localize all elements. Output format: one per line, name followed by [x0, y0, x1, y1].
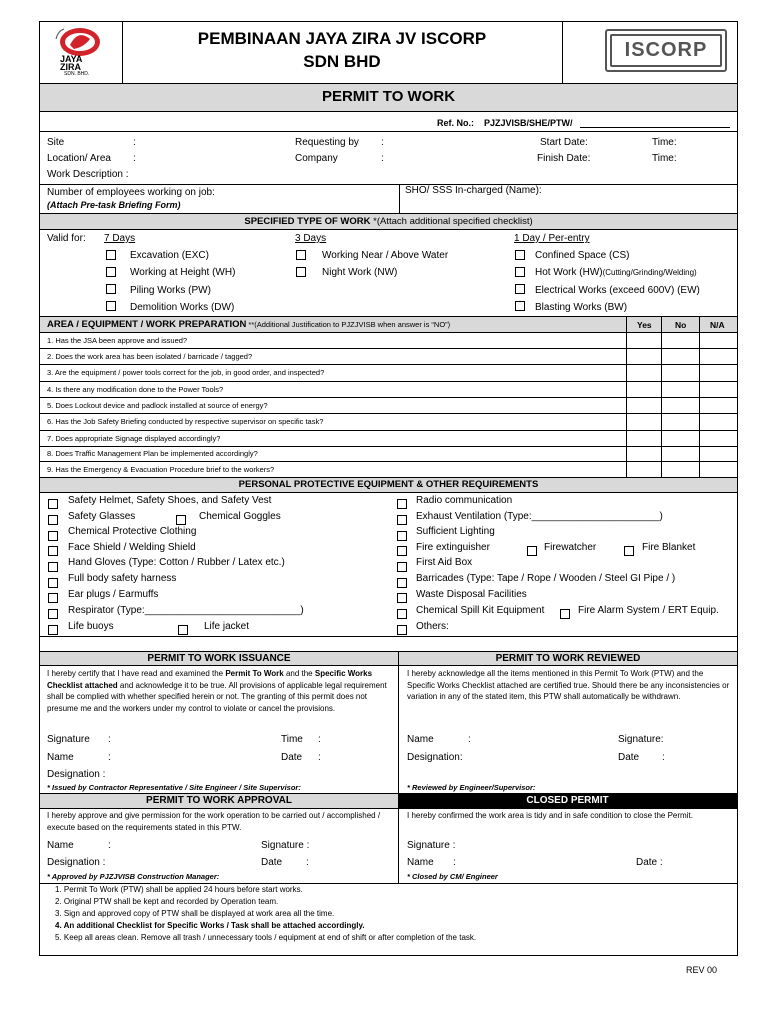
closed-paragraph: I hereby confirmed the work area is tidy and in safe condition to close the Permit. — [407, 811, 693, 820]
note-1: 1. Permit To Work (PTW) shall be applied 24 hours before start works. — [55, 885, 303, 894]
ppe-others-checkbox[interactable] — [397, 625, 407, 635]
attach-briefing-note: (Attach Pre-task Briefing Form) — [47, 200, 181, 210]
ppe-radio-label: Radio communication — [416, 495, 513, 506]
approval-paragraph: I hereby approve and give permission for the work operation to be carried out / accomplished / execute based on the requirements stated in this PTW. — [47, 811, 381, 832]
hw-label-text: Hot Work (HW) — [535, 267, 603, 278]
approval-note: * Approved by PJZJVISB Construction Manager: — [47, 872, 220, 881]
ref-label: Ref. No.: — [437, 118, 474, 128]
note-2: 2. Original PTW shall be kept and recorded by Operation team. — [55, 897, 279, 906]
q8: 8. Does Traffic Management Plan be implemented accordingly? — [47, 449, 258, 458]
site-label: Site — [47, 137, 65, 148]
approval-date-label: Date — [261, 857, 283, 868]
dw-checkbox[interactable] — [106, 301, 116, 311]
company-colon: : — [381, 153, 384, 164]
ppe-gloves-label: Hand Gloves (Type: Cotton / Rubber / Latex etc.) — [68, 557, 285, 568]
issuance-signature-colon: : — [108, 734, 111, 745]
issuance-paragraph — [47, 668, 392, 714]
q6: 6. Has the Job Safety Briefing conducted by respective supervisor on specific task? — [47, 417, 324, 426]
approval-date-colon: : — [306, 857, 309, 868]
approval-name-label: Name — [47, 840, 74, 851]
iscorp-logo — [605, 29, 727, 72]
issuance-p2-bold: Specific Works Checklist attached — [47, 669, 373, 690]
col-1-day: 1 Day / Per-entry — [514, 233, 590, 244]
ppe-lighting-label: Sufficient Lighting — [416, 526, 495, 537]
ppe-firewatcher-checkbox[interactable] — [527, 546, 537, 556]
yes-header: Yes — [637, 320, 652, 330]
ppe-earplugs-checkbox[interactable] — [48, 593, 58, 603]
ppe-others-label: Others: — [416, 621, 449, 632]
reviewed-date-label: Date — [618, 752, 640, 763]
closed-name-label: Name — [407, 857, 434, 868]
specified-work-title-bold: SPECIFIED TYPE OF WORK — [244, 216, 371, 227]
hw-checkbox[interactable] — [515, 267, 525, 277]
ppe-exhaust-checkbox[interactable] — [397, 515, 407, 525]
ppe-harness-label: Full body safety harness — [68, 573, 177, 584]
ppe-firealarm-checkbox[interactable] — [560, 609, 570, 619]
ppe-goggles-checkbox[interactable] — [176, 515, 186, 525]
ppe-lifebuoys-checkbox[interactable] — [48, 625, 58, 635]
issuance-date-label: Date — [281, 752, 303, 763]
issuance-time-colon: : — [318, 734, 321, 745]
ppe-helmet-checkbox[interactable] — [48, 499, 58, 509]
na-header: N/A — [710, 320, 725, 330]
ppe-clothing-checkbox[interactable] — [48, 531, 58, 541]
ppe-waste-label: Waste Disposal Facilities — [416, 589, 527, 600]
ppe-radio-checkbox[interactable] — [397, 499, 407, 509]
ppe-glasses-label: Safety Glasses — [68, 511, 136, 522]
issuance-time-label: Time — [281, 734, 303, 745]
logo-text-jaya: JAYA — [60, 54, 83, 64]
ppe-respirator-label: Respirator (Type:____________________________) — [68, 605, 304, 616]
company-name-line1: PEMBINAAN JAYA ZIRA JV ISCORP — [197, 29, 487, 48]
ppe-fireblanket-label: Fire Blanket — [642, 542, 696, 553]
reviewed-note: * Reviewed by Engineer/Supervisor: — [407, 783, 536, 792]
reviewed-name-colon: : — [468, 734, 471, 745]
ppe-firstaid-label: First Aid Box — [416, 557, 473, 568]
start-date-label: Start Date: — [540, 137, 588, 148]
issuance-signature-label: Signature — [47, 734, 90, 745]
bw-label: Blasting Works (BW) — [535, 302, 628, 313]
ew-checkbox[interactable] — [515, 284, 525, 294]
wh-checkbox[interactable] — [106, 267, 116, 277]
ppe-face-shield-checkbox[interactable] — [48, 546, 58, 556]
exc-label: Excavation (EXC) — [130, 250, 209, 261]
ppe-fireblanket-checkbox[interactable] — [624, 546, 634, 556]
q1: 1. Has the JSA been approve and issued? — [47, 336, 188, 345]
area-title-note: **(Additional Justification to PJZJVISB when answer is “NO”) — [246, 320, 451, 329]
ppe-lifejacket-label: Life jacket — [204, 621, 250, 632]
ppe-extinguisher-label: Fire extinguisher — [416, 542, 490, 553]
closed-date-label: Date : — [636, 857, 663, 868]
form-title: PERMIT TO WORK — [321, 88, 456, 105]
ppe-barricades-label: Barricades (Type: Tape / Rope / Wooden / Steel GI Pipe / ) — [416, 573, 676, 584]
ref-value: PJZJVISB/SHE/PTW/ — [484, 118, 573, 128]
ppe-harness-checkbox[interactable] — [48, 578, 58, 588]
ppe-barricades-checkbox[interactable] — [397, 578, 407, 588]
col-3-days: 3 Days — [295, 233, 327, 244]
nw-label: Night Work (NW) — [322, 267, 398, 278]
ppe-lifebuoys-label: Life buoys — [68, 621, 114, 632]
ppe-firewatcher-label: Firewatcher — [544, 542, 597, 553]
sho-label: SHO/ SSS In-charged (Name): — [405, 185, 542, 196]
water-checkbox[interactable] — [296, 250, 306, 260]
reviewed-designation-label: Designation: — [407, 752, 463, 763]
note-5: 5. Keep all areas clean. Remove all trash / unnecessary tools / equipment at end of shift or after completion of the task. — [55, 933, 477, 942]
reviewed-name-label: Name — [407, 734, 434, 745]
closed-name-colon: : — [453, 857, 456, 868]
ppe-waste-checkbox[interactable] — [397, 593, 407, 603]
q5: 5. Does Lockout device and padlock installed at source of energy? — [47, 401, 268, 410]
area-title — [47, 318, 450, 331]
closed-title: CLOSED PERMIT — [526, 795, 609, 806]
requesting-by-colon: : — [381, 137, 384, 148]
ppe-helmet-label: Safety Helmet, Safety Shoes, and Safety Vest — [68, 495, 272, 506]
note-3: 3. Sign and approved copy of PTW shall be displayed at work area all the time. — [55, 909, 335, 918]
location-colon: : — [133, 153, 136, 164]
jaya-zira-logo — [44, 25, 116, 79]
issuance-p3: and acknowledge it to be true. All provisions of applicable legal requirement shall be complied with whether specified herein or not. The granting of this permit does not presume me and the workers under my control to violate or cancel the provisions. — [47, 680, 387, 713]
issuance-title: PERMIT TO WORK ISSUANCE — [147, 653, 291, 664]
employees-label: Number of employees working on job: — [47, 187, 215, 198]
ppe-extinguisher-checkbox[interactable] — [397, 546, 407, 556]
closed-note: * Closed by CM/ Engineer — [407, 872, 498, 881]
col-7-days: 7 Days — [104, 233, 136, 244]
issuance-note: * Issued by Contractor Representative / Site Engineer / Site Supervisor: — [47, 783, 301, 792]
revision-label: REV 00 — [686, 965, 718, 975]
issuance-p2: and the — [283, 669, 315, 678]
q7: 7. Does appropriate Signage displayed accordingly? — [47, 434, 221, 443]
ppe-clothing-label: Chemical Protective Clothing — [68, 526, 197, 537]
reviewed-paragraph: I hereby acknowledge all the items mentioned in this Permit To Work (PTW) and the Specific Works Checklist attached are certified true. Should there be any inconsistencies or variation in any of the stated item, this PTW shall automatically be withdrawn. — [407, 669, 730, 701]
ew-label: Electrical Works (exceed 600V) (EW) — [535, 285, 700, 296]
ppe-title: PERSONAL PROTECTIVE EQUIPMENT & OTHER REQUIREMENTS — [238, 479, 539, 490]
requesting-by-label: Requesting by — [295, 137, 359, 148]
ppe-earplugs-label: Ear plugs / Earmuffs — [68, 589, 159, 600]
hw-label — [535, 267, 697, 279]
ppe-lifejacket-checkbox[interactable] — [178, 625, 188, 635]
nw-checkbox[interactable] — [296, 267, 306, 277]
closed-signature-label: Signature : — [407, 840, 456, 851]
company-label: Company — [295, 153, 338, 164]
work-description-label: Work Description : — [47, 169, 129, 180]
iscorp-logo-text: ISCORP — [624, 39, 708, 61]
water-label: Working Near / Above Water — [322, 250, 449, 261]
pw-label: Piling Works (PW) — [130, 285, 211, 296]
specified-work-title — [40, 215, 737, 228]
issuance-p1-bold: Permit To Work — [225, 669, 284, 678]
cs-checkbox[interactable] — [515, 250, 525, 260]
site-colon: : — [133, 137, 136, 148]
ppe-firealarm-label: Fire Alarm System / ERT Equip. — [578, 605, 719, 616]
area-title-bold: AREA / EQUIPMENT / WORK PREPARATION — [47, 319, 247, 330]
approval-name-colon: : — [108, 840, 111, 851]
q2: 2. Does the work area has been isolated / barricade / tagged? — [47, 352, 253, 361]
bw-checkbox[interactable] — [515, 301, 525, 311]
ppe-spillkit-label: Chemical Spill Kit Equipment — [416, 605, 545, 616]
ppe-firstaid-checkbox[interactable] — [397, 562, 407, 572]
ppe-gloves-checkbox[interactable] — [48, 562, 58, 572]
issuance-p1: I hereby certify that I have read and examined the — [47, 669, 226, 678]
cs-label: Confined Space (CS) — [535, 250, 630, 261]
start-time-label: Time: — [652, 137, 677, 148]
pw-checkbox[interactable] — [106, 284, 116, 294]
logo-text-sdn: SDN. BHD. — [64, 71, 90, 77]
ppe-goggles-label: Chemical Goggles — [199, 511, 281, 522]
reviewed-title: PERMIT TO WORK REVIEWED — [495, 653, 641, 664]
ppe-lighting-checkbox[interactable] — [397, 531, 407, 541]
logo-text-zira: ZIRA — [60, 62, 81, 72]
q4: 4. Is there any modification done to the Power Tools? — [47, 385, 224, 394]
issuance-name-label: Name — [47, 752, 74, 763]
ppe-spillkit-checkbox[interactable] — [397, 609, 407, 619]
reviewed-signature-label: Signature: — [618, 734, 664, 745]
issuance-name-colon: : — [108, 752, 111, 763]
hw-note: (Cutting/Grinding/Welding) — [602, 268, 697, 277]
ppe-exhaust-label: Exhaust Ventilation (Type:_______________________) — [416, 511, 663, 522]
finish-time-label: Time: — [652, 153, 677, 164]
wh-label: Working at Height (WH) — [130, 267, 236, 278]
note-4: 4. An additional Checklist for Specific Works / Task shall be attached accordingly. — [55, 921, 365, 930]
q3: 3. Are the equipment / power tools correct for the job, in good order, and inspected? — [47, 368, 325, 377]
approval-title: PERMIT TO WORK APPROVAL — [146, 795, 292, 806]
finish-date-label: Finish Date: — [537, 153, 591, 164]
ppe-face-shield-label: Face Shield / Welding Shield — [68, 542, 196, 553]
ppe-glasses-checkbox[interactable] — [48, 515, 58, 525]
ppe-respirator-checkbox[interactable] — [48, 609, 58, 619]
valid-for-label: Valid for: — [47, 233, 86, 244]
issuance-date-colon: : — [318, 752, 321, 763]
company-name-line2: SDN BHD — [303, 52, 381, 71]
specified-work-title-note: *(Attach additional specified checklist) — [370, 216, 533, 227]
q9: 9. Has the Emergency & Evacuation Procedure brief to the workers? — [47, 465, 275, 474]
approval-designation-label: Designation : — [47, 857, 106, 868]
issuance-designation-label: Designation : — [47, 769, 106, 780]
exc-checkbox[interactable] — [106, 250, 116, 260]
reviewed-date-colon: : — [662, 752, 665, 763]
no-header: No — [675, 320, 687, 330]
approval-signature-label: Signature : — [261, 840, 310, 851]
location-label: Location/ Area — [47, 153, 111, 164]
dw-label: Demolition Works (DW) — [130, 302, 235, 313]
